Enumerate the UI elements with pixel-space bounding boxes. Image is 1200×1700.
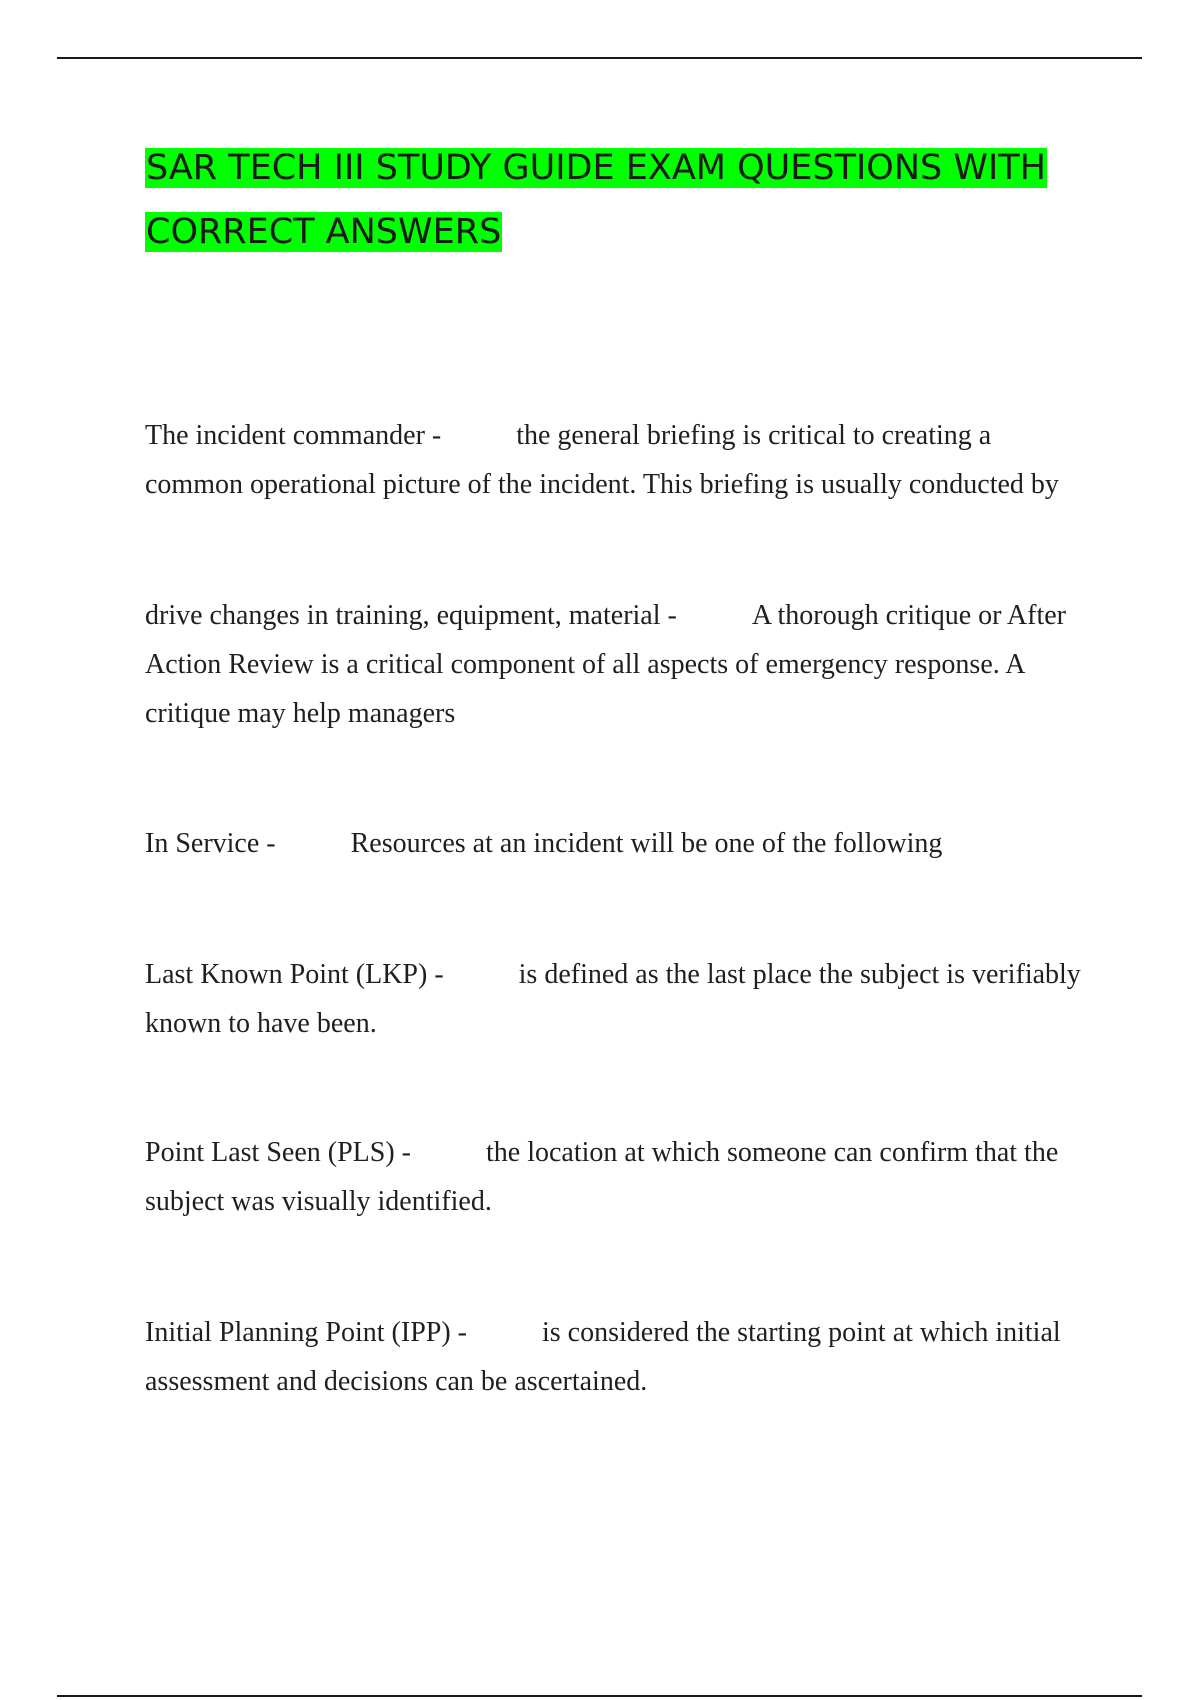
- qa-term: Point Last Seen (PLS) -: [145, 1137, 411, 1168]
- document-title: [145, 136, 1075, 264]
- header-rule: [57, 57, 1142, 59]
- qa-definition: Resources at an incident will be one of the following: [350, 828, 943, 859]
- footer-rule: [57, 1695, 1142, 1697]
- qa-item: [145, 819, 1085, 868]
- qa-item: [145, 591, 1085, 738]
- qa-definition: the location at which someone can confirm that the subject was visually identified.: [145, 1137, 1059, 1217]
- qa-term: drive changes in training, equipment, material -: [145, 600, 677, 631]
- qa-term: Last Known Point (LKP) -: [145, 959, 444, 990]
- qa-item: [145, 1308, 1085, 1406]
- qa-definition: is considered the starting point at which initial assessment and decisions can be ascertained.: [145, 1317, 1061, 1397]
- title-line-2: CORRECT ANSWERS: [146, 212, 502, 252]
- qa-term: The incident commander -: [145, 420, 442, 451]
- qa-item: [145, 1128, 1085, 1226]
- qa-definition: A thorough critique or After Action Review is a critical component of all aspects of emergency response. A critique may help managers: [145, 600, 1066, 729]
- qa-item: [145, 950, 1085, 1048]
- qa-definition: is defined as the last place the subject is verifiably known to have been.: [145, 959, 1081, 1039]
- qa-item: [145, 411, 1085, 509]
- qa-term: In Service -: [145, 828, 276, 859]
- qa-definition: the general briefing is critical to creating a common operational picture of the incident. This briefing is usually conducted by: [145, 420, 1059, 500]
- qa-term: Initial Planning Point (IPP) -: [145, 1317, 467, 1348]
- title-line-1: SAR TECH III STUDY GUIDE EXAM QUESTIONS WITH: [146, 148, 1046, 188]
